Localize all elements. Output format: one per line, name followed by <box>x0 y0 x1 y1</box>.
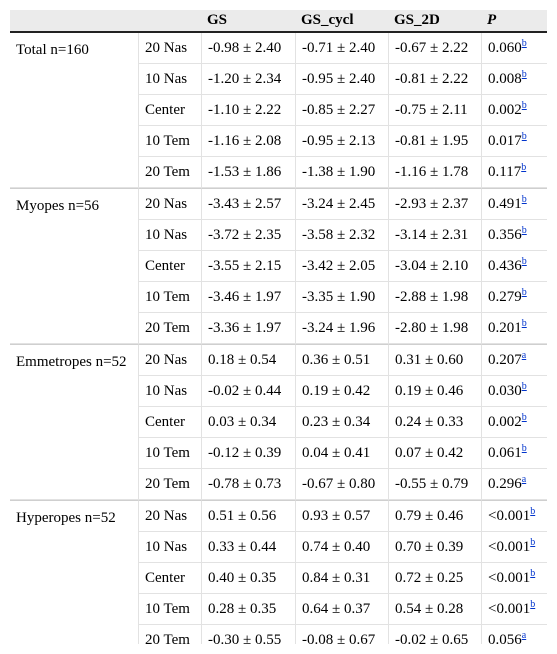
footnote-link[interactable]: a <box>521 473 527 485</box>
gs-cell: -0.30 ± 0.55 <box>201 625 295 644</box>
location-cell: 20 Tem <box>138 625 201 644</box>
footnote-link[interactable]: b <box>521 68 527 80</box>
p-value: 0.296 <box>488 475 522 492</box>
gs-cycl-cell: -3.35 ± 1.90 <box>295 282 388 313</box>
gs-cell: 0.18 ± 0.54 <box>201 344 295 376</box>
gs-cycl-cell: 0.93 ± 0.57 <box>295 500 388 532</box>
p-value-cell <box>481 407 547 438</box>
location-cell: 10 Tem <box>138 126 201 157</box>
gs-cycl-cell: 0.23 ± 0.34 <box>295 407 388 438</box>
footnote-marker <box>522 287 527 298</box>
p-value: 0.061 <box>488 444 522 461</box>
p-value: 0.436 <box>488 257 522 274</box>
location-cell: Center <box>138 407 201 438</box>
p-value: 0.279 <box>488 288 522 305</box>
footnote-link[interactable]: b <box>521 99 527 111</box>
gs-cycl-cell: -0.67 ± 0.80 <box>295 469 388 500</box>
footnote-link[interactable]: b <box>521 37 527 49</box>
gs-2d-cell: 0.79 ± 0.46 <box>388 500 481 532</box>
header-gs-cycl: GS_cycl <box>295 10 388 33</box>
gs-cell: -3.55 ± 2.15 <box>201 251 295 282</box>
p-value-cell <box>481 313 547 344</box>
footnote-marker <box>522 381 527 392</box>
table-container <box>10 10 547 644</box>
gs-cell: -3.36 ± 1.97 <box>201 313 295 344</box>
footnote-marker <box>522 318 527 329</box>
location-cell: 10 Tem <box>138 282 201 313</box>
table-row <box>10 188 547 220</box>
p-value-cell <box>481 282 547 313</box>
footnote-link[interactable]: b <box>530 598 536 610</box>
location-cell: 20 Nas <box>138 33 201 64</box>
p-value-cell <box>481 594 547 625</box>
header-p: P <box>481 10 547 33</box>
footnote-link[interactable]: b <box>521 286 527 298</box>
group-label: Hyperopes n=52 <box>10 500 138 644</box>
footnote-marker <box>522 194 527 205</box>
footnote-marker <box>522 474 526 485</box>
footnote-link[interactable]: a <box>521 349 527 361</box>
location-cell: 10 Nas <box>138 532 201 563</box>
gs-cycl-cell: -3.24 ± 2.45 <box>295 188 388 220</box>
group-label: Emmetropes n=52 <box>10 344 138 500</box>
gs-2d-cell: -0.02 ± 0.65 <box>388 625 481 644</box>
gs-2d-cell: -2.80 ± 1.98 <box>388 313 481 344</box>
p-value-cell <box>481 563 547 594</box>
table-row <box>10 33 547 64</box>
p-value-cell <box>481 64 547 95</box>
p-value-cell <box>481 438 547 469</box>
footnote-link[interactable]: b <box>530 567 536 579</box>
p-value-cell <box>481 500 547 532</box>
footnote-marker <box>530 537 535 548</box>
p-value: <0.001 <box>488 569 531 586</box>
location-cell: 10 Nas <box>138 64 201 95</box>
gs-cycl-cell: -0.71 ± 2.40 <box>295 33 388 64</box>
footnote-link[interactable]: b <box>521 317 527 329</box>
gs-cell: 0.33 ± 0.44 <box>201 532 295 563</box>
gs-2d-cell: -2.88 ± 1.98 <box>388 282 481 313</box>
location-cell: 20 Tem <box>138 469 201 500</box>
gs-2d-cell: 0.70 ± 0.39 <box>388 532 481 563</box>
gs-cell: -3.72 ± 2.35 <box>201 220 295 251</box>
footnote-link[interactable]: b <box>521 380 527 392</box>
p-value-cell <box>481 469 547 500</box>
p-value-cell <box>481 188 547 220</box>
footnote-marker <box>522 412 527 423</box>
footnote-link[interactable]: b <box>521 224 527 236</box>
table-header <box>10 10 547 33</box>
location-cell: 20 Nas <box>138 344 201 376</box>
footnote-link[interactable]: b <box>521 130 527 142</box>
footnote-link[interactable]: b <box>530 536 536 548</box>
p-value-cell <box>481 220 547 251</box>
table-row <box>10 500 547 532</box>
p-value-cell <box>481 157 547 188</box>
gs-cycl-cell: -1.38 ± 1.90 <box>295 157 388 188</box>
footnote-link[interactable]: b <box>521 411 527 423</box>
footnote-marker <box>530 506 535 517</box>
gs-cell: -3.43 ± 2.57 <box>201 188 295 220</box>
header-group <box>10 10 138 33</box>
p-value: 0.017 <box>488 132 522 149</box>
gs-cycl-cell: -3.24 ± 1.96 <box>295 313 388 344</box>
table-row <box>10 344 547 376</box>
gs-cell: -0.02 ± 0.44 <box>201 376 295 407</box>
footnote-marker <box>522 443 527 454</box>
gs-cell: -0.78 ± 0.73 <box>201 469 295 500</box>
gs-cell: 0.51 ± 0.56 <box>201 500 295 532</box>
location-cell: 10 Nas <box>138 376 201 407</box>
gs-cycl-cell: -0.95 ± 2.13 <box>295 126 388 157</box>
p-value: <0.001 <box>488 600 531 617</box>
footnote-marker <box>530 599 535 610</box>
gs-2d-cell: -0.81 ± 1.95 <box>388 126 481 157</box>
location-cell: 10 Nas <box>138 220 201 251</box>
gs-2d-cell: -0.75 ± 2.11 <box>388 95 481 126</box>
gs-cell: -1.53 ± 1.86 <box>201 157 295 188</box>
gs-2d-cell: -0.81 ± 2.22 <box>388 64 481 95</box>
p-value: 0.056 <box>488 631 522 644</box>
data-table <box>10 10 547 644</box>
p-value-cell <box>481 532 547 563</box>
gs-cell: -3.46 ± 1.97 <box>201 282 295 313</box>
gs-2d-cell: 0.07 ± 0.42 <box>388 438 481 469</box>
location-cell: 10 Tem <box>138 594 201 625</box>
p-value-cell <box>481 251 547 282</box>
gs-cycl-cell: -3.58 ± 2.32 <box>295 220 388 251</box>
header-row <box>10 10 547 33</box>
p-value: 0.207 <box>488 351 522 368</box>
location-cell: 20 Tem <box>138 313 201 344</box>
footnote-link[interactable]: b <box>521 161 527 173</box>
gs-2d-cell: 0.19 ± 0.46 <box>388 376 481 407</box>
gs-cell: -1.20 ± 2.34 <box>201 64 295 95</box>
footnote-marker <box>522 225 527 236</box>
footnote-marker <box>522 100 527 111</box>
location-cell: 20 Nas <box>138 188 201 220</box>
p-value-cell <box>481 95 547 126</box>
location-cell: 20 Tem <box>138 157 201 188</box>
p-value: 0.002 <box>488 101 522 118</box>
gs-2d-cell: -1.16 ± 1.78 <box>388 157 481 188</box>
gs-2d-cell: 0.31 ± 0.60 <box>388 344 481 376</box>
gs-2d-cell: 0.24 ± 0.33 <box>388 407 481 438</box>
footnote-link[interactable]: b <box>530 505 536 517</box>
location-cell: Center <box>138 563 201 594</box>
location-cell: 20 Nas <box>138 500 201 532</box>
location-cell: 10 Tem <box>138 438 201 469</box>
location-cell: Center <box>138 95 201 126</box>
gs-cycl-cell: -0.08 ± 0.67 <box>295 625 388 644</box>
p-value: 0.356 <box>488 226 522 243</box>
gs-cycl-cell: 0.74 ± 0.40 <box>295 532 388 563</box>
header-gs-2d: GS_2D <box>388 10 481 33</box>
footnote-link[interactable]: b <box>521 255 527 267</box>
footnote-marker <box>522 38 527 49</box>
footnote-marker <box>522 131 527 142</box>
table-body <box>10 33 547 644</box>
footnote-marker <box>522 69 527 80</box>
gs-cell: 0.03 ± 0.34 <box>201 407 295 438</box>
p-value-cell <box>481 625 547 644</box>
p-value: 0.060 <box>488 39 522 56</box>
gs-cycl-cell: -3.42 ± 2.05 <box>295 251 388 282</box>
gs-cycl-cell: -0.85 ± 2.27 <box>295 95 388 126</box>
p-value: 0.201 <box>488 319 522 336</box>
p-value: 0.491 <box>488 195 522 212</box>
gs-cycl-cell: 0.36 ± 0.51 <box>295 344 388 376</box>
footnote-marker <box>521 162 526 173</box>
footnote-marker <box>530 568 535 579</box>
p-value-cell <box>481 126 547 157</box>
header-gs: GS <box>201 10 295 33</box>
gs-cell: 0.40 ± 0.35 <box>201 563 295 594</box>
footnote-link[interactable]: b <box>521 193 527 205</box>
gs-cell: 0.28 ± 0.35 <box>201 594 295 625</box>
gs-2d-cell: 0.72 ± 0.25 <box>388 563 481 594</box>
gs-cell: -1.16 ± 2.08 <box>201 126 295 157</box>
footnote-marker <box>522 256 527 267</box>
group-label: Myopes n=56 <box>10 188 138 344</box>
p-value-cell <box>481 344 547 376</box>
group-label: Total n=160 <box>10 33 138 188</box>
gs-cycl-cell: 0.19 ± 0.42 <box>295 376 388 407</box>
gs-cycl-cell: 0.64 ± 0.37 <box>295 594 388 625</box>
gs-2d-cell: -0.67 ± 2.22 <box>388 33 481 64</box>
gs-cycl-cell: 0.04 ± 0.41 <box>295 438 388 469</box>
gs-2d-cell: -0.55 ± 0.79 <box>388 469 481 500</box>
p-value: 0.030 <box>488 382 522 399</box>
p-value: 0.002 <box>488 413 522 430</box>
gs-2d-cell: -3.04 ± 2.10 <box>388 251 481 282</box>
footnote-marker <box>522 630 526 641</box>
gs-cell: -0.98 ± 2.40 <box>201 33 295 64</box>
p-value: <0.001 <box>488 507 531 524</box>
gs-cycl-cell: -0.95 ± 2.40 <box>295 64 388 95</box>
p-value: 0.117 <box>488 163 522 180</box>
location-cell: Center <box>138 251 201 282</box>
gs-cell: -0.12 ± 0.39 <box>201 438 295 469</box>
gs-2d-cell: 0.54 ± 0.28 <box>388 594 481 625</box>
p-value-cell <box>481 376 547 407</box>
gs-cycl-cell: 0.84 ± 0.31 <box>295 563 388 594</box>
gs-cell: -1.10 ± 2.22 <box>201 95 295 126</box>
p-value: 0.008 <box>488 70 522 87</box>
gs-2d-cell: -2.93 ± 2.37 <box>388 188 481 220</box>
p-value-cell <box>481 33 547 64</box>
header-location <box>138 10 201 33</box>
gs-2d-cell: -3.14 ± 2.31 <box>388 220 481 251</box>
footnote-marker <box>522 350 526 361</box>
footnote-link[interactable]: b <box>521 442 527 454</box>
p-value: <0.001 <box>488 538 531 555</box>
footnote-link[interactable]: a <box>521 629 527 641</box>
